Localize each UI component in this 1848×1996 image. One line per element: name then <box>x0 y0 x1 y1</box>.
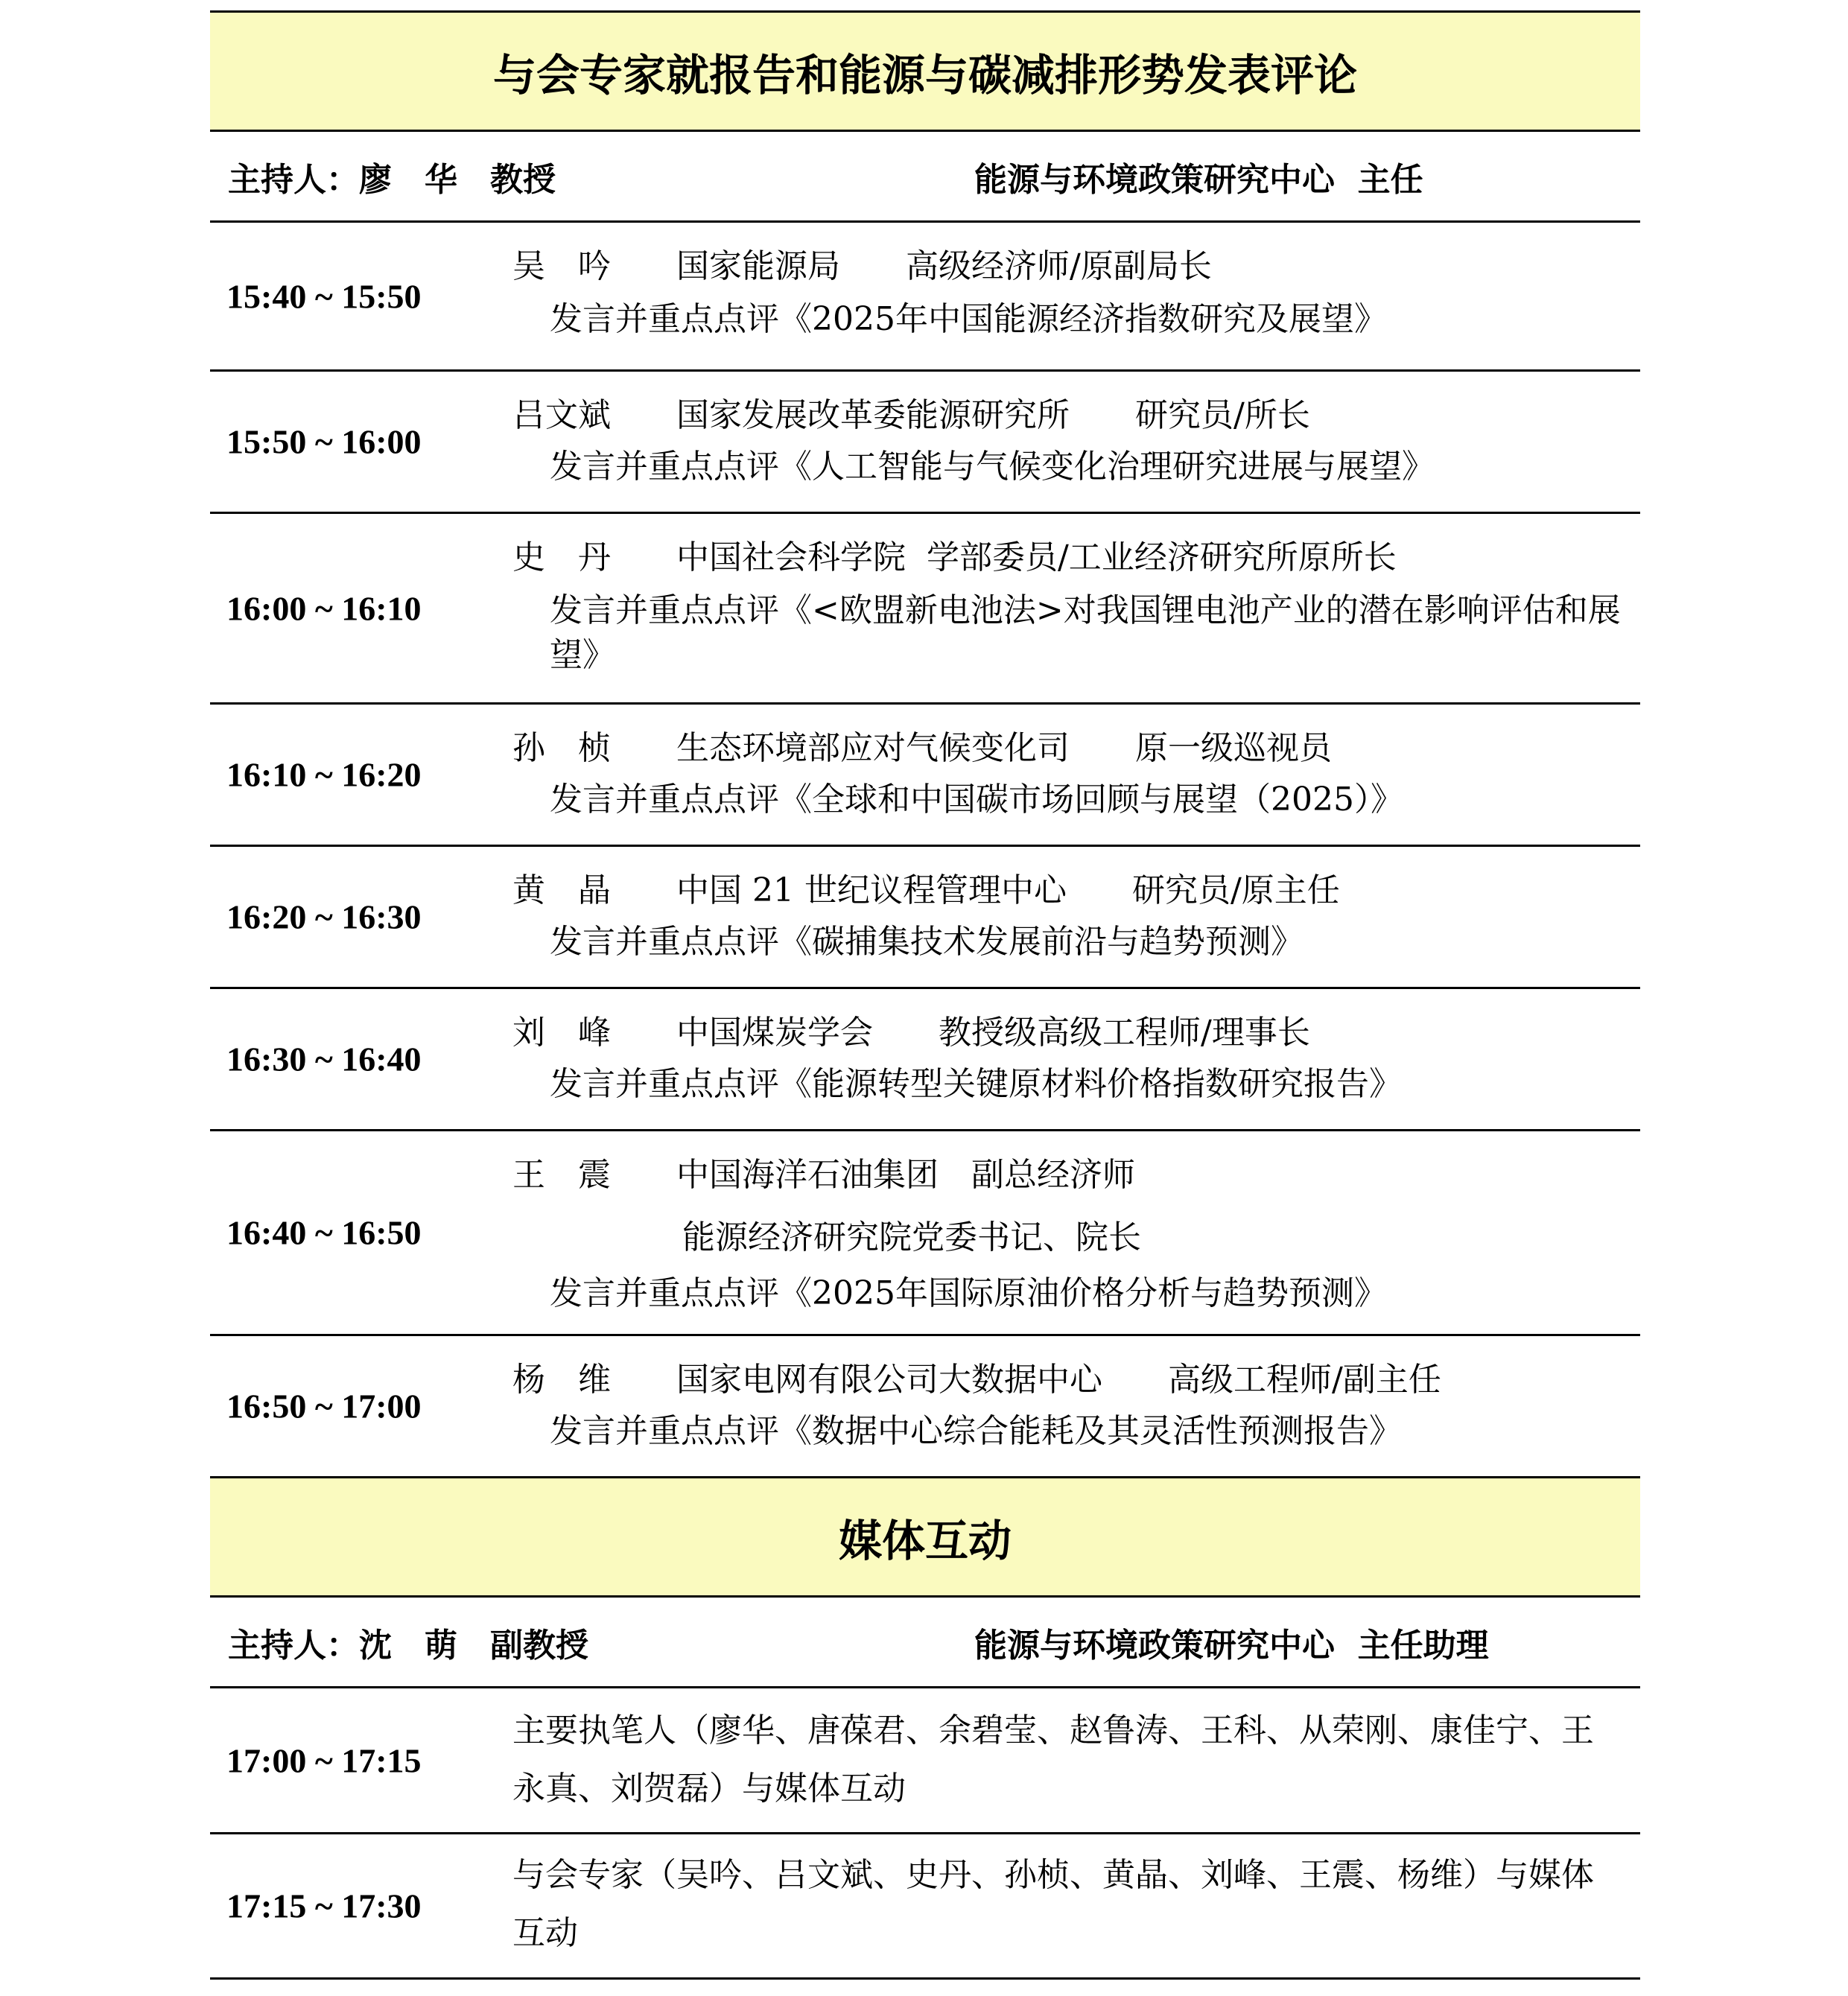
speaker-line: 孙 桢 生态环境部应对气候变化司 原一级巡视员 <box>512 729 1332 767</box>
host-line <box>210 1598 1640 1686</box>
section-title: 媒体互动 <box>210 1478 1640 1595</box>
host-affiliation: 能源与环境政策研究中心 主任助理 <box>974 1626 1489 1665</box>
section-title: 与会专家就报告和能源与碳减排形势发表评论 <box>210 13 1640 130</box>
media-row <box>210 1834 1640 1977</box>
agenda-row <box>210 514 1640 702</box>
agenda-row <box>210 223 1640 369</box>
time-slot: 16:20 ~ 16:30 <box>226 897 422 936</box>
time-slot: 17:00 ~ 17:15 <box>226 1741 422 1779</box>
host-line <box>210 132 1640 220</box>
host-affiliation: 能源与环境政策研究中心 主任 <box>974 160 1423 199</box>
time-slot: 16:50 ~ 17:00 <box>226 1387 422 1426</box>
agenda-row <box>210 372 1640 512</box>
speaker-line: 王 震 中国海洋石油集团 副总经济师 <box>512 1156 1135 1194</box>
speaker-line: 史 丹 中国社会科学院 学部委员/工业经济研究所原所长 <box>512 538 1397 576</box>
media-text: 与会专家（吴吟、吕文斌、史丹、孙桢、黄晶、刘峰、王震、杨维）与媒体互动 <box>512 1856 1594 1952</box>
comment-line: 发言并重点点评《人工智能与气候变化治理研究进展与展望》 <box>550 448 1435 486</box>
speaker-line: 黄 晶 中国 21 世纪议程管理中心 研究员/原主任 <box>512 871 1340 909</box>
agenda-row <box>210 847 1640 987</box>
agenda-row <box>210 1336 1640 1476</box>
time-slot: 16:10 ~ 16:20 <box>226 755 422 794</box>
media-row <box>210 1688 1640 1832</box>
time-slot: 16:00 ~ 16:10 <box>226 589 422 627</box>
comment-line: 发言并重点点评《能源转型关键原材料价格指数研究报告》 <box>550 1065 1402 1103</box>
host-name: 主持人：廖 华 教授 <box>228 160 556 199</box>
agenda-page <box>210 10 1640 1980</box>
comment-line: 发言并重点点评《全球和中国碳市场回顾与展望（2025）》 <box>550 781 1403 819</box>
time-slot: 16:40 ~ 16:50 <box>226 1213 422 1252</box>
comment-line: 发言并重点点评《2025年国际原油价格分析与趋势预测》 <box>550 1274 1387 1312</box>
speaker-line: 吴 吟 国家能源局 高级经济师/原副局长 <box>512 247 1212 285</box>
host-name: 主持人：沈 萌 副教授 <box>228 1626 588 1665</box>
agenda-row <box>210 1131 1640 1334</box>
comment-line: 发言并重点点评《碳捕集技术发展前沿与趋势预测》 <box>550 923 1304 961</box>
speaker-line: 吕文斌 国家发展改革委能源研究所 研究员/所长 <box>512 396 1310 434</box>
speaker-line: 杨 维 国家电网有限公司大数据中心 高级工程师/副主任 <box>512 1361 1441 1399</box>
time-slot: 16:30 ~ 16:40 <box>226 1040 422 1078</box>
time-slot: 15:40 ~ 15:50 <box>226 277 422 315</box>
time-slot: 17:15 ~ 17:30 <box>226 1887 422 1925</box>
bottom-rule <box>210 1977 1640 1980</box>
agenda-row <box>210 705 1640 845</box>
comment-line: 发言并重点点评《<欧盟新电池法>对我国锂电池产业的潜在影响评估和展望》 <box>550 591 1621 674</box>
comment-line: 发言并重点点评《数据中心综合能耗及其灵活性预测报告》 <box>550 1412 1402 1450</box>
agenda-row <box>210 989 1640 1129</box>
speaker-second-title: 能源经济研究院党委书记、院长 <box>682 1218 1141 1256</box>
media-text: 主要执笔人（廖华、唐葆君、余碧莹、赵鲁涛、王科、从荣刚、康佳宁、王永真、刘贺磊）与媒体互动 <box>512 1711 1594 1808</box>
comment-line: 发言并重点点评《2025年中国能源经济指数研究及展望》 <box>550 300 1387 338</box>
time-slot: 15:50 ~ 16:00 <box>226 422 422 461</box>
speaker-line: 刘 峰 中国煤炭学会 教授级高级工程师/理事长 <box>512 1014 1310 1052</box>
